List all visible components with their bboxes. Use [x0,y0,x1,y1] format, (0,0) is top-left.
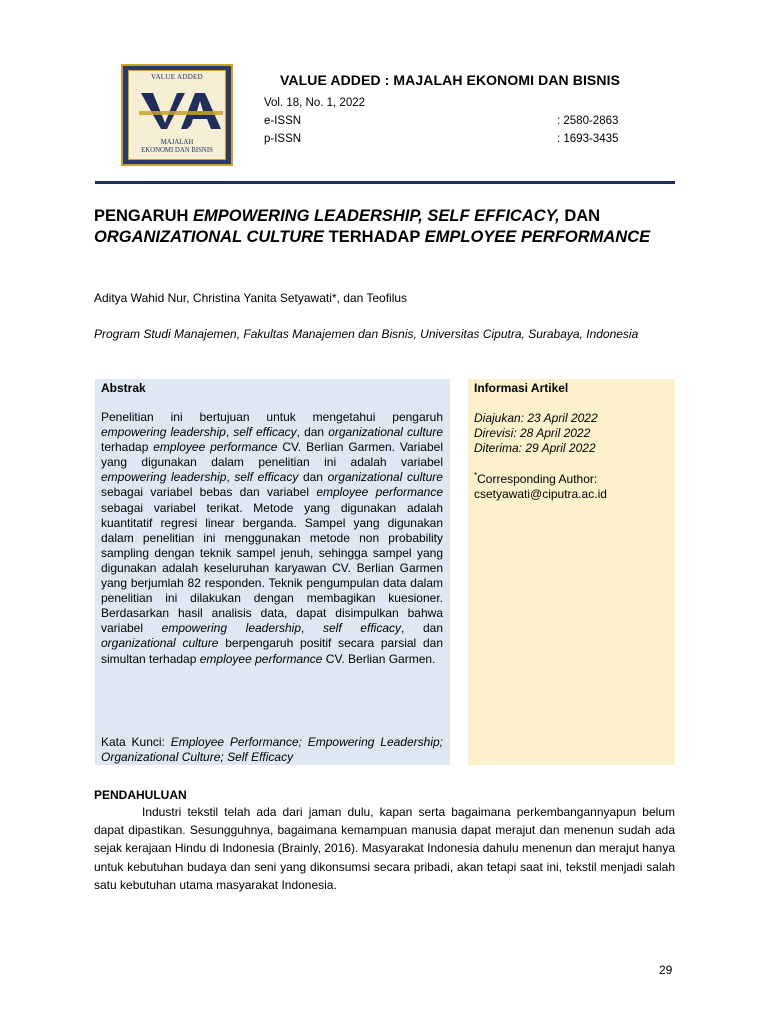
page-number: 29 [659,963,673,977]
keywords-list: Employee Performance; Empowering Leadership; Organizational Culture; Self Efficacy [101,735,443,764]
abstract-fragment: dan [298,470,328,485]
abstract-fragment: sebagai variabel terikat. Metode yang digunakan adalah kuantitatif regresi linear berganda. Sampel yang digunakan dalam penelitian ini menggunakan metode non probability sampling dengan teknik sampel jenuh, sehingga sampel yang digunakan adalah keseluruhan karyawan CV. Berlian Garmen yang berjumlah 82 responden. Teknik pengumpulan data dalam penelitian ini dilakukan dengan membagikan kuesioner. Berdasarkan hasil analisis data, dapat disimpulkan bahwa variabel [101,500,443,636]
title-part-italic: ORGANIZATIONAL CULTURE [94,228,325,246]
abstract-fragment: berpengaruh positif secara parsial dan simultan terhadap [101,636,443,666]
intro-paragraph: Industri tekstil telah ada dari jaman dulu, kapan serta bagaimana perkembangannyapun belum dapat dipastikan. Sesungguhnya, bagaimana kemampuan manusia dapat merajut dan menenun sudah ada sejak kerajaan Hindu di Indonesia (Brainly, 2016). Masyarakat Indonesia dahulu menenun dan merajut hanya untuk kebutuhan budaya dan seni yang dikonsumsi secara pribadi, akan tetapi saat ini, tekstil menjadi salah satu kebutuhan utama masyarakat Indonesia. [94,805,675,892]
revised-date: Direvisi: 28 April 2022 [474,426,591,440]
logo-mark-icon [137,89,225,133]
logo-bottom-line2: EKONOMI DAN BISNIS [141,147,213,154]
abstract-fragment-italic: employee performance [199,651,323,666]
abstract-fragment: terhadap [101,440,154,455]
title-part: TERHADAP [324,228,425,246]
abstract-fragment-italic: self efficacy [323,621,401,636]
journal-logo [121,64,233,166]
submitted-date: Diajukan: 23 April 2022 [474,411,598,425]
section-heading: PENDAHULUAN [94,788,187,802]
abstract-fragment: , [226,470,235,485]
abstract-fragment-italic: empowering leadership [161,621,302,636]
abstract-heading: Abstrak [101,381,146,395]
accepted-date: Diterima: 29 April 2022 [474,441,596,455]
abstract-fragment-italic: self efficacy [233,425,297,440]
abstract-fragment: , dan [401,621,443,636]
abstract-fragment: CV. Berlian Garmen. Variabel yang digunakan dalam penelitian ini adalah variabel [101,440,443,470]
abstract-fragment-italic: organizational culture [327,470,443,485]
logo-top-text: VALUE ADDED [151,73,203,81]
title-part-italic: EMPOWERING LEADERSHIP, SELF EFFICACY, [193,207,560,225]
title-part: PENGARUH [94,207,194,225]
abstract-fragment-italic: empowering leadership [101,425,226,440]
corresponding-author-label [474,471,597,486]
title-part-italic: EMPLOYEE PERFORMANCE [424,228,651,246]
abstract-fragment: , dan [296,425,329,440]
abstract-text [101,410,443,667]
authors: Aditya Wahid Nur, Christina Yanita Setyawati*, dan Teofilus [94,291,408,305]
logo-bottom-text [129,139,225,155]
logo-bottom-line1: MAJALAH [160,139,194,146]
keywords-label: Kata Kunci: [101,735,171,749]
corresponding-label-text: Corresponding Author: [477,472,598,486]
paper-title [94,206,684,248]
article-info-heading: Informasi Artikel [474,381,569,395]
eissn-label: e-ISSN [264,115,302,127]
title-part: DAN [559,207,601,225]
abstract-fragment: CV. Berlian Garmen. [322,651,436,666]
journal-volume: Vol. 18, No. 1, 2022 [264,97,366,109]
abstract-fragment-italic: self efficacy [234,470,299,485]
keywords [101,735,443,765]
abstract-fragment-italic: empowering leadership [101,470,227,485]
abstract-fragment: sebagai variabel bebas dan variabel [101,485,317,500]
affiliation: Program Studi Manajemen, Fakultas Manajemen dan Bisnis, Universitas Ciputra, Surabaya, Indonesia [94,327,639,341]
journal-title: VALUE ADDED : MAJALAH EKONOMI DAN BISNIS [280,72,621,88]
abstract-fragment-italic: employee performance [316,485,444,500]
abstract-fragment-italic: employee performance [153,440,278,455]
abstract-fragment-italic: organizational culture [101,636,219,651]
abstract-fragment: , [225,425,234,440]
article-info-box [468,379,675,765]
corresponding-mark: * [474,471,478,480]
pissn-value: : 1693-3435 [557,133,619,145]
eissn-value: : 2580-2863 [557,115,619,127]
corresponding-email[interactable]: csetyawati@ciputra.ac.id [474,487,607,501]
abstract-fragment: , [301,621,323,636]
pissn-label: p-ISSN [264,133,302,145]
abstract-fragment: Penelitian ini bertujuan untuk mengetahui pengaruh [101,410,443,424]
abstract-fragment-italic: organizational culture [328,425,443,440]
abstract-box [95,379,450,765]
header-divider [95,181,675,184]
